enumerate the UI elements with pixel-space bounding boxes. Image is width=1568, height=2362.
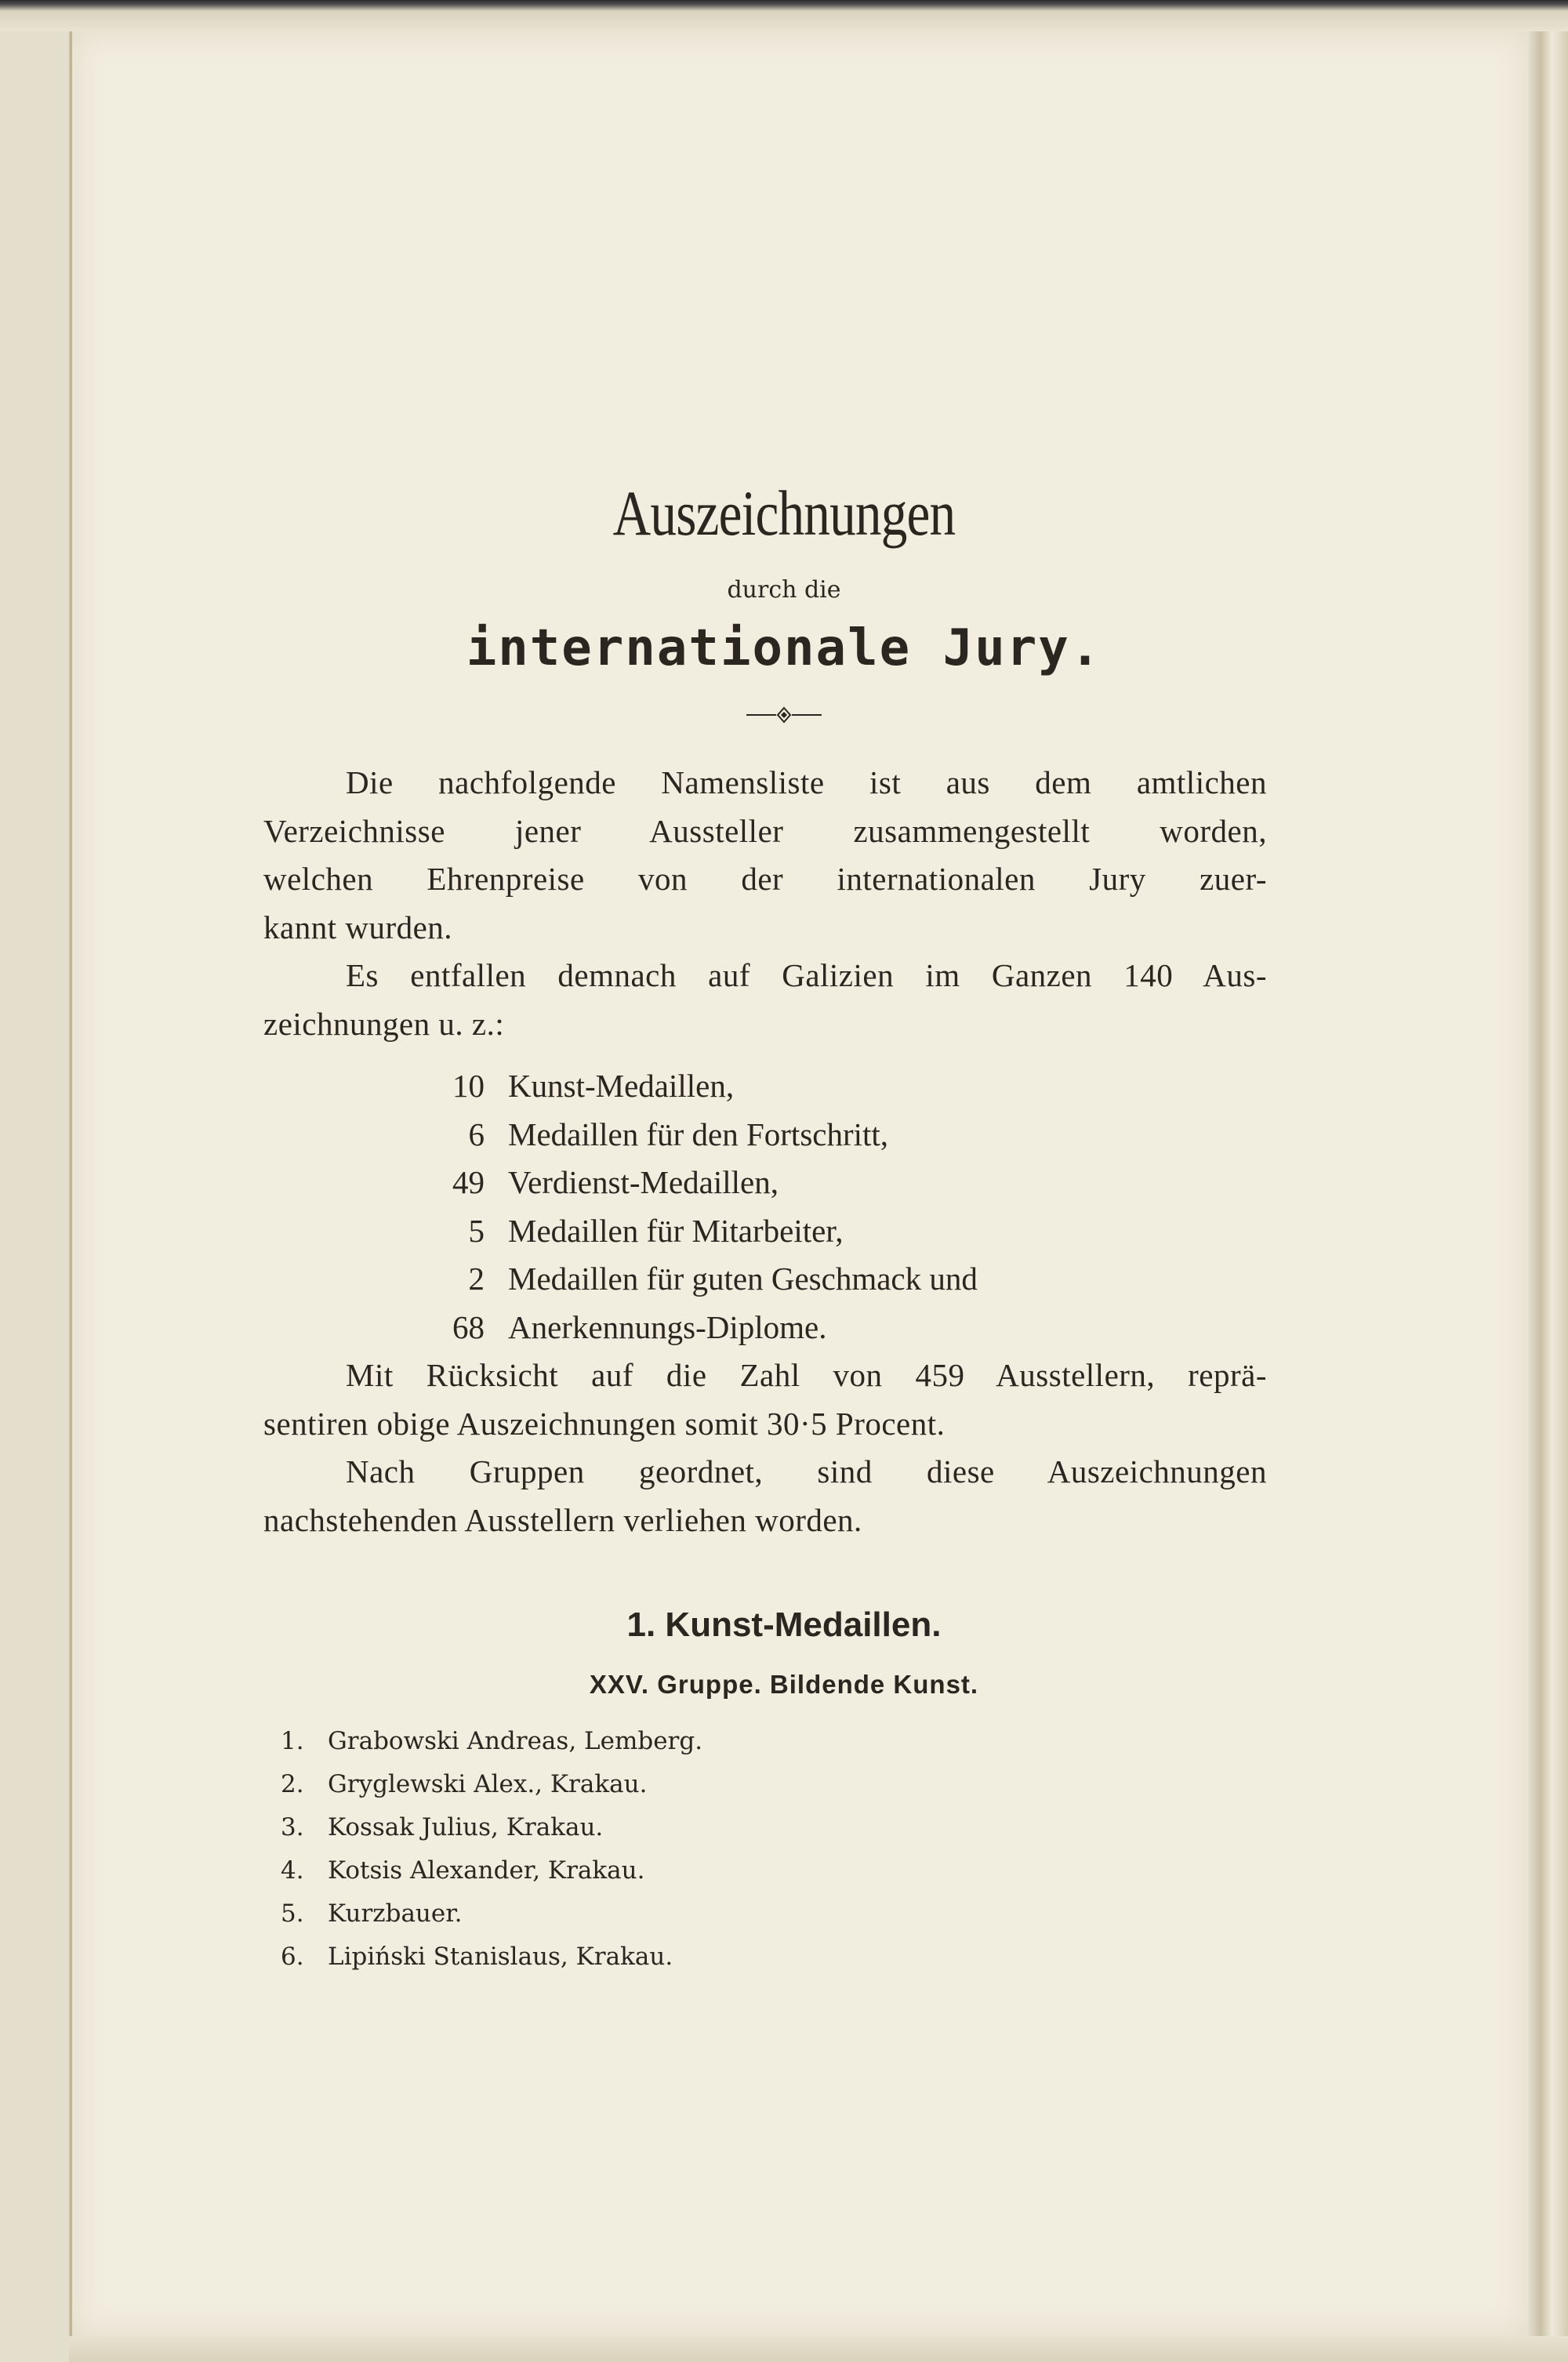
adjacent-page-edge [0, 0, 69, 2362]
winner-name: Grabowski Andreas, Lemberg. [328, 1727, 703, 1755]
list-item [281, 1720, 702, 1763]
list-item [423, 1062, 978, 1111]
text-line: zeichnungen u. z.: [263, 1005, 505, 1042]
text-line: Mit Rücksicht auf die Zahl von 459 Ausstellern, reprä- [346, 1357, 1267, 1393]
list-item [423, 1304, 978, 1352]
text-line: kannt wurden. [263, 909, 453, 945]
winner-name: Kurzbauer. [328, 1899, 463, 1928]
medal-count: 10 [452, 1068, 485, 1104]
medal-label: Verdienst-Medaillen, [508, 1164, 779, 1200]
winner-number: 5. [281, 1899, 304, 1928]
medal-count: 2 [468, 1261, 485, 1297]
winner-list [281, 1720, 702, 1979]
section-heading: 1. Kunst-Medaillen. [626, 1606, 942, 1644]
winner-name: Kotsis Alexander, Krakau. [328, 1856, 645, 1885]
text-line: Es entfallen demnach auf Galizien im Ganzen 140 Aus- [346, 957, 1267, 993]
jury-title: internationale Jury. [466, 619, 1102, 677]
list-item [423, 1159, 978, 1207]
medal-label: Medaillen für Mitarbeiter, [508, 1212, 844, 1249]
text-line: nachstehenden Ausstellern verliehen worden. [263, 1501, 862, 1538]
list-item [423, 1255, 978, 1304]
medal-label: Medaillen für guten Geschmack und [508, 1261, 978, 1297]
medal-count: 49 [452, 1164, 485, 1200]
conclusion-paragraph [263, 1352, 1267, 1544]
list-item [281, 1806, 702, 1849]
winner-name: Lipiński Stanislaus, Krakau. [328, 1943, 673, 1971]
medal-label: Anerkennungs-Diplome. [508, 1308, 827, 1345]
list-item [423, 1111, 978, 1159]
winner-number: 1. [281, 1727, 304, 1755]
list-item [423, 1207, 978, 1256]
list-item [281, 1849, 702, 1892]
medal-count: 68 [452, 1308, 485, 1345]
medal-label: Kunst-Medaillen, [508, 1068, 735, 1104]
list-item [281, 1936, 702, 1979]
winner-number: 3. [281, 1813, 304, 1841]
winner-name: Kossak Julius, Krakau. [328, 1813, 604, 1841]
winner-name: Gryglewski Alex., Krakau. [328, 1770, 648, 1798]
ornament-divider-icon [745, 706, 823, 724]
list-item [281, 1892, 702, 1936]
text-line: sentiren obige Auszeichnungen somit 30·5 Procent. [263, 1405, 946, 1442]
medal-label: Medaillen für den Fortschritt, [508, 1116, 889, 1152]
right-page-edge [1529, 31, 1568, 2362]
winner-number: 6. [281, 1943, 304, 1971]
page-title: Auszeichnungen [612, 477, 956, 549]
text-line: welchen Ehrenpreise von der internationalen Jury zuer- [263, 861, 1267, 897]
medal-count: 6 [468, 1116, 485, 1152]
bottom-page-edge [69, 2336, 1568, 2362]
winner-number: 2. [281, 1770, 304, 1798]
text-line: Verzeichnisse jener Aussteller zusammengestellt worden, [263, 812, 1267, 849]
text-line: Die nachfolgende Namensliste ist aus dem amtlichen [346, 764, 1267, 800]
medal-summary-list [423, 1062, 978, 1352]
winner-number: 4. [281, 1856, 304, 1885]
list-item [281, 1763, 702, 1806]
top-page-edge [0, 0, 1568, 31]
medal-count: 5 [468, 1212, 485, 1249]
intro-paragraph [263, 759, 1267, 1048]
group-heading: XXV. Gruppe. Bildende Kunst. [589, 1670, 979, 1699]
page-subtitle: durch die [727, 576, 841, 604]
text-line: Nach Gruppen geordnet, sind diese Auszeichnungen [346, 1453, 1267, 1489]
